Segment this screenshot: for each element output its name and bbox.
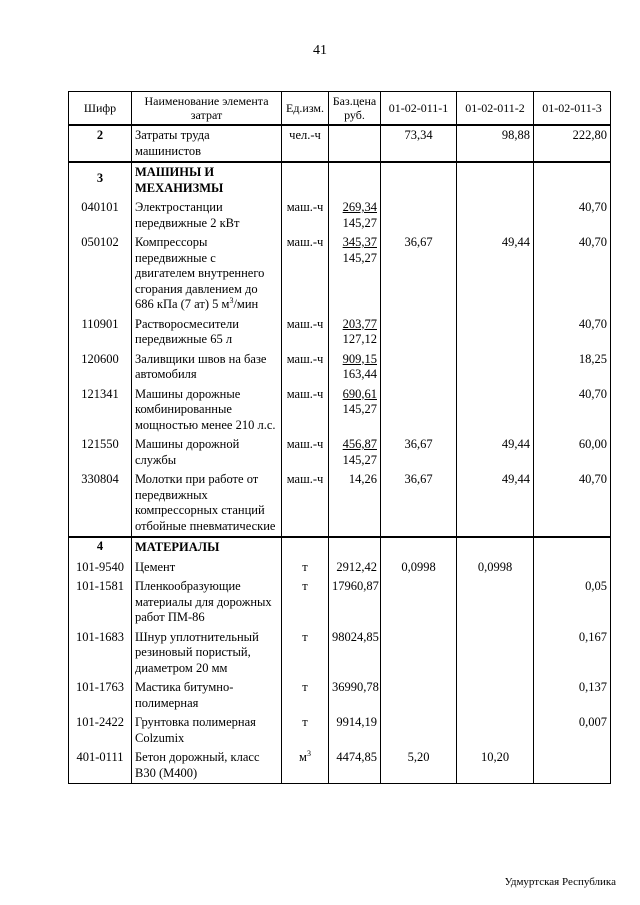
- section-title: МАТЕРИАЛЫ: [132, 537, 282, 558]
- unit-text: м: [299, 750, 307, 764]
- row-name: Электростанции передвижные 2 кВт: [132, 198, 282, 233]
- table-row: [69, 315, 611, 350]
- row-value-3: 40,70: [534, 385, 611, 436]
- row-unit: т: [282, 678, 329, 713]
- row-value-2: [457, 678, 534, 713]
- row-price: [329, 125, 381, 162]
- row-name: Машины дорожной службы: [132, 435, 282, 470]
- price-current: 909,15: [342, 351, 377, 366]
- row-value-3: 40,70: [534, 470, 611, 537]
- header-name: Наименование элемента затрат: [132, 92, 282, 126]
- price-current: 456,87: [342, 437, 377, 451]
- table-row: [69, 435, 611, 470]
- row-value-2: 0,0998: [457, 558, 534, 578]
- table-row: [69, 470, 611, 537]
- row-code: 121341: [69, 385, 132, 436]
- header-price: Баз.цена руб.: [329, 92, 381, 126]
- table-row: [69, 385, 611, 436]
- row-value-3: 60,00: [534, 435, 611, 470]
- row-price: 14,26: [329, 470, 381, 537]
- row-code: 101-2422: [69, 713, 132, 748]
- table-row: [69, 577, 611, 628]
- row-unit: т: [282, 713, 329, 748]
- row-value-1: [381, 678, 457, 713]
- price-labor: 145,27: [342, 250, 377, 265]
- row-name-suffix: /мин: [233, 297, 259, 311]
- price-labor: 145,27: [342, 452, 377, 467]
- row-name: Мастика битумно-полимерная: [132, 678, 282, 713]
- table-header-row: [69, 92, 611, 126]
- row-value-1: [381, 198, 457, 233]
- row-value-1: 36,67: [381, 435, 457, 470]
- row-unit: маш.-ч: [282, 198, 329, 233]
- price-labor: 145,27: [342, 402, 377, 416]
- row-unit: маш.-ч: [282, 315, 329, 350]
- row-price: 9914,19: [329, 713, 381, 748]
- row-value-2: 49,44: [457, 233, 534, 315]
- price-current: 203,77: [342, 316, 377, 331]
- row-name: Шнур уплотнительный резиновый пористый, диаметром 20 мм: [132, 628, 282, 679]
- row-name: Цемент: [132, 558, 282, 578]
- row-code: 101-9540: [69, 558, 132, 578]
- cost-table: [68, 91, 611, 784]
- row-price: [329, 350, 381, 385]
- table-row: [69, 233, 611, 315]
- row-name: [132, 233, 282, 315]
- row-unit: т: [282, 628, 329, 679]
- row-value-2: [457, 198, 534, 233]
- row-code: 401-0111: [69, 748, 132, 784]
- row-name: Бетон дорожный, класс В30 (М400): [132, 748, 282, 784]
- row-unit: [282, 748, 329, 784]
- row-name: Заливщики швов на базе автомобиля: [132, 350, 282, 385]
- row-code: 101-1581: [69, 577, 132, 628]
- row-value-2: [457, 628, 534, 679]
- row-value-3: 40,70: [534, 198, 611, 233]
- row-value-1: [381, 315, 457, 350]
- row-price: [329, 385, 381, 436]
- row-value-1: 36,67: [381, 470, 457, 537]
- row-code: 101-1683: [69, 628, 132, 679]
- row-unit: т: [282, 558, 329, 578]
- table-row: [69, 748, 611, 784]
- section-title: МАШИНЫ И МЕХАНИЗМЫ: [132, 162, 282, 198]
- row-code: 101-1763: [69, 678, 132, 713]
- row-code: 121550: [69, 435, 132, 470]
- row-code: 040101: [69, 198, 132, 233]
- row-value-1: [381, 628, 457, 679]
- table-row: [69, 125, 611, 162]
- row-value-2: [457, 713, 534, 748]
- row-value-2: 98,88: [457, 125, 534, 162]
- row-price: 98024,85: [329, 628, 381, 679]
- row-unit: чел.-ч: [282, 125, 329, 162]
- row-unit: маш.-ч: [282, 385, 329, 436]
- table-row: [69, 350, 611, 385]
- row-value-2: [457, 577, 534, 628]
- row-price: [329, 233, 381, 315]
- row-value-2: 10,20: [457, 748, 534, 784]
- row-value-1: [381, 350, 457, 385]
- header-col-2: 01-02-011-2: [457, 92, 534, 126]
- row-value-3: 40,70: [534, 233, 611, 315]
- price-labor: 127,12: [342, 332, 377, 346]
- row-unit: т: [282, 577, 329, 628]
- table-row: [69, 678, 611, 713]
- row-code: 330804: [69, 470, 132, 537]
- row-value-3: [534, 558, 611, 578]
- table-row: [69, 713, 611, 748]
- price-current: 269,34: [342, 200, 377, 214]
- header-col-1: 01-02-011-1: [381, 92, 457, 126]
- page-number: 41: [313, 43, 327, 58]
- section-row: [69, 162, 611, 198]
- row-price: 2912,42: [329, 558, 381, 578]
- row-value-3: 0,137: [534, 678, 611, 713]
- row-name-text: Компрессоры передвижные с двигателем внутреннего сгорания давлением до 686 кПа (7 ат) 5 м: [135, 235, 265, 311]
- row-value-1: 36,67: [381, 233, 457, 315]
- row-value-3: 222,80: [534, 125, 611, 162]
- row-unit: маш.-ч: [282, 233, 329, 315]
- row-name: Молотки при работе от передвижных компрессорных станций отбойные пневматические: [132, 470, 282, 537]
- section-code: 4: [69, 537, 132, 558]
- row-code: 120600: [69, 350, 132, 385]
- row-value-2: [457, 385, 534, 436]
- superscript: 3: [229, 295, 234, 305]
- header-unit: Ед.изм.: [282, 92, 329, 126]
- row-value-1: 5,20: [381, 748, 457, 784]
- row-value-3: 40,70: [534, 315, 611, 350]
- row-name: Растворосмесители передвижные 65 л: [132, 315, 282, 350]
- row-price: 4474,85: [329, 748, 381, 784]
- header-col-3: 01-02-011-3: [534, 92, 611, 126]
- row-name: Грунтовка полимерная Colzumix: [132, 713, 282, 748]
- row-value-3: 0,05: [534, 577, 611, 628]
- superscript: 3: [306, 748, 311, 758]
- row-price: [329, 315, 381, 350]
- row-price: 17960,87: [329, 577, 381, 628]
- row-value-1: 73,34: [381, 125, 457, 162]
- row-code: 110901: [69, 315, 132, 350]
- row-name: Машины дорожные комбинированные мощностью менее 210 л.с.: [132, 385, 282, 436]
- row-unit: маш.-ч: [282, 350, 329, 385]
- row-value-3: 0,007: [534, 713, 611, 748]
- row-name: Затраты труда машинистов: [132, 125, 282, 162]
- table-row: [69, 628, 611, 679]
- table-row: [69, 558, 611, 578]
- row-price: [329, 198, 381, 233]
- row-value-1: [381, 577, 457, 628]
- row-value-2: 49,44: [457, 470, 534, 537]
- row-value-1: [381, 385, 457, 436]
- row-value-3: 0,167: [534, 628, 611, 679]
- row-value-3: 18,25: [534, 350, 611, 385]
- row-value-2: [457, 315, 534, 350]
- row-code: 2: [69, 125, 132, 162]
- section-code: 3: [69, 162, 132, 198]
- table-row: [69, 198, 611, 233]
- row-unit: маш.-ч: [282, 435, 329, 470]
- row-price: 36990,78: [329, 678, 381, 713]
- row-price: [329, 435, 381, 470]
- price-current: 345,37: [342, 235, 377, 249]
- row-unit: маш.-ч: [282, 470, 329, 537]
- row-value-1: 0,0998: [381, 558, 457, 578]
- footer-region: Удмуртская Республика: [504, 876, 616, 888]
- row-value-1: [381, 713, 457, 748]
- row-value-2: 49,44: [457, 435, 534, 470]
- price-labor: 163,44: [342, 367, 377, 381]
- row-code: 050102: [69, 233, 132, 315]
- row-value-3: [534, 748, 611, 784]
- price-labor: 145,27: [342, 215, 377, 230]
- row-value-2: [457, 350, 534, 385]
- section-row: [69, 537, 611, 558]
- price-current: 690,61: [342, 386, 377, 401]
- row-name: Пленкообразующие материалы для дорожных работ ПМ-86: [132, 577, 282, 628]
- header-code: Шифр: [69, 92, 132, 126]
